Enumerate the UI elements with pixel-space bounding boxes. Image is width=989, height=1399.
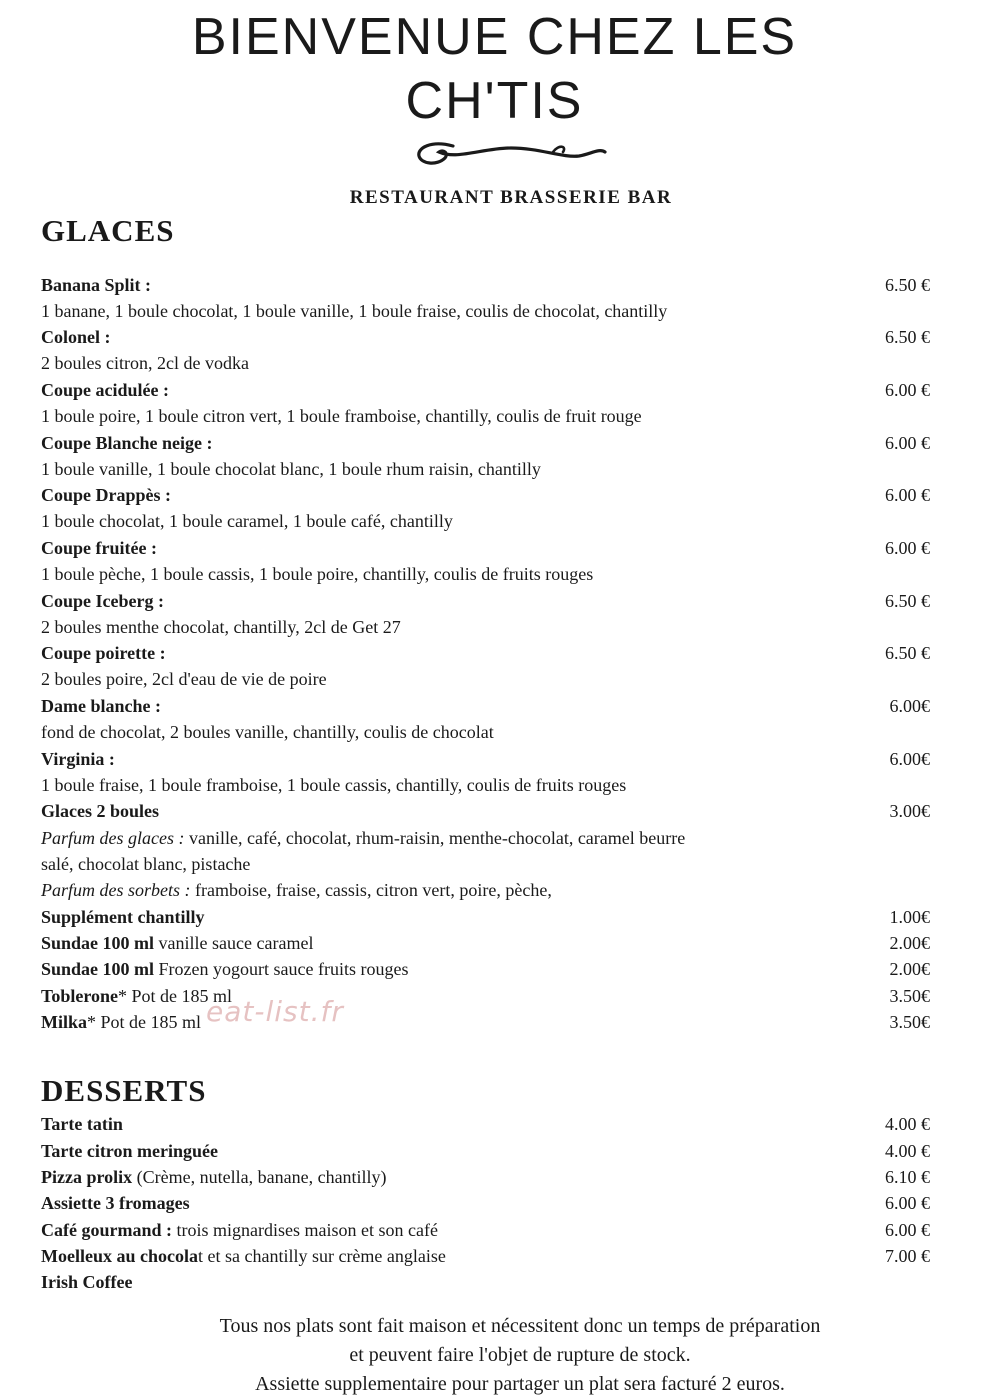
menu-item-description: 1 boule poire, 1 boule citron vert, 1 boule framboise, chantilly, coulis de fruit rouge [41, 406, 642, 426]
flourish-ornament-icon [413, 136, 609, 170]
menu-item-description: fond de chocolat, 2 boules vanille, chantilly, coulis de chocolat [41, 722, 494, 742]
menu-item-price: 3.50€ [889, 986, 930, 1006]
menu-item-price: 6.50 € [885, 327, 930, 347]
footer-note-line-3: Assiette supplementaire pour partager un plat sera facturé 2 euros. [255, 1373, 785, 1395]
menu-item-name: Assiette 3 fromages [41, 1193, 190, 1213]
footer-note-line-2: et peuvent faire l'objet de rupture de stock. [349, 1344, 691, 1366]
menu-item-description: 2 boules poire, 2cl d'eau de vie de poire [41, 669, 327, 689]
menu-item-name: Sundae 100 ml Frozen yogourt sauce fruits rouges [41, 959, 409, 979]
menu-item-name: Tarte tatin [41, 1114, 123, 1134]
footer-note-line-1: Tous nos plats sont fait maison et nécessitent donc un temps de préparation [219, 1315, 821, 1337]
menu-item-name: Glaces 2 boules [41, 801, 160, 821]
menu-item-price: 4.00 € [885, 1114, 930, 1134]
menu-item-description: 1 boule chocolat, 1 boule caramel, 1 boule café, chantilly [41, 511, 453, 531]
menu-item-name: Moelleux au chocolat et sa chantilly sur crème anglaise [41, 1246, 446, 1266]
menu-item-name: Milka* Pot de 185 ml [41, 1012, 202, 1032]
menu-item-price: 6.50 € [885, 591, 930, 611]
menu-item-name: Coupe acidulée : [41, 380, 169, 400]
menu-item-name: Coupe fruitée : [41, 538, 157, 558]
menu-item-price [700, 1269, 930, 1295]
menu-item-description: 1 banane, 1 boule chocolat, 1 boule vanille, 1 boule fraise, coulis de chocolat, chantilly [41, 301, 668, 321]
menu-item-description: 1 boule fraise, 1 boule framboise, 1 boule cassis, chantilly, coulis de fruits rouges [41, 775, 627, 795]
restaurant-title-line-2: CH'TIS [405, 72, 584, 130]
menu-item-price: 6.00€ [889, 749, 930, 769]
menu-item-name: Coupe Blanche neige : [41, 433, 213, 453]
sorbet-flavours: Parfum des sorbets : framboise, fraise, cassis, citron vert, poire, pèche, [41, 880, 552, 900]
ice-cream-flavours-continued: salé, chocolat blanc, pistache [41, 854, 251, 874]
menu-item-price: 2.00€ [889, 933, 930, 953]
menu-item-name: Irish Coffee [41, 1272, 133, 1292]
menu-item-name: Coupe Iceberg : [41, 591, 164, 611]
menu-item-price: 6.00€ [889, 696, 930, 716]
menu-item-price: 3.00€ [889, 801, 930, 821]
menu-item-name: Sundae 100 ml vanille sauce caramel [41, 933, 314, 953]
menu-item-name: Toblerone* Pot de 185 ml [41, 986, 233, 1006]
menu-item-description: 1 boule vanille, 1 boule chocolat blanc, 1 boule rhum raisin, chantilly [41, 459, 541, 479]
watermark: eat-list.fr [206, 995, 344, 1028]
menu-item-price: 6.00 € [885, 1193, 930, 1213]
menu-item-description: 2 boules citron, 2cl de vodka [41, 353, 249, 373]
menu-item-price: 6.00 € [885, 538, 930, 558]
menu-item-description: 1 boule pèche, 1 boule cassis, 1 boule poire, chantilly, coulis de fruits rouges [41, 564, 594, 584]
menu-item-price: 6.50 € [885, 275, 930, 295]
menu-item-price: 6.00 € [885, 1220, 930, 1240]
menu-item-name: Coupe Drappès : [41, 485, 172, 505]
menu-item-price: 2.00€ [889, 959, 930, 979]
restaurant-subtitle: RESTAURANT BRASSERIE BAR [349, 187, 673, 208]
section-title-desserts: DESSERTS [41, 1073, 207, 1108]
menu-item-name: Pizza prolix (Crème, nutella, banane, chantilly) [41, 1167, 387, 1187]
restaurant-title-line-1: BIENVENUE CHEZ LES [191, 8, 798, 66]
menu-item-price: 6.00 € [885, 433, 930, 453]
menu-item-price: 1.00€ [889, 907, 930, 927]
menu-item-name: Virginia : [41, 749, 115, 769]
menu-item-description: 2 boules menthe chocolat, chantilly, 2cl de Get 27 [41, 617, 401, 637]
menu-item-price: 6.00 € [885, 380, 930, 400]
section-title-glaces: GLACES [41, 213, 175, 248]
menu-item-name: Café gourmand : trois mignardises maison et son café [41, 1220, 438, 1240]
ice-cream-flavours: Parfum des glaces : vanille, café, chocolat, rhum-raisin, menthe-chocolat, caramel beurre [41, 828, 686, 848]
menu-item-name: Tarte citron meringuée [41, 1141, 218, 1161]
menu-item-price: 3.50€ [889, 1012, 930, 1032]
menu-item-name: Dame blanche : [41, 696, 161, 716]
menu-item-price: 6.00 € [885, 485, 930, 505]
menu-item-price: 6.10 € [885, 1167, 930, 1187]
menu-item-name: Supplément chantilly [41, 907, 205, 927]
menu-item-price: 6.50 € [885, 643, 930, 663]
menu-item-name: Banana Split : [41, 275, 152, 295]
menu-item-name: Coupe poirette : [41, 643, 166, 663]
menu-item-price: 7.00 € [885, 1246, 930, 1266]
menu-item-price: 4.00 € [885, 1141, 930, 1161]
menu-item-name: Colonel : [41, 327, 111, 347]
